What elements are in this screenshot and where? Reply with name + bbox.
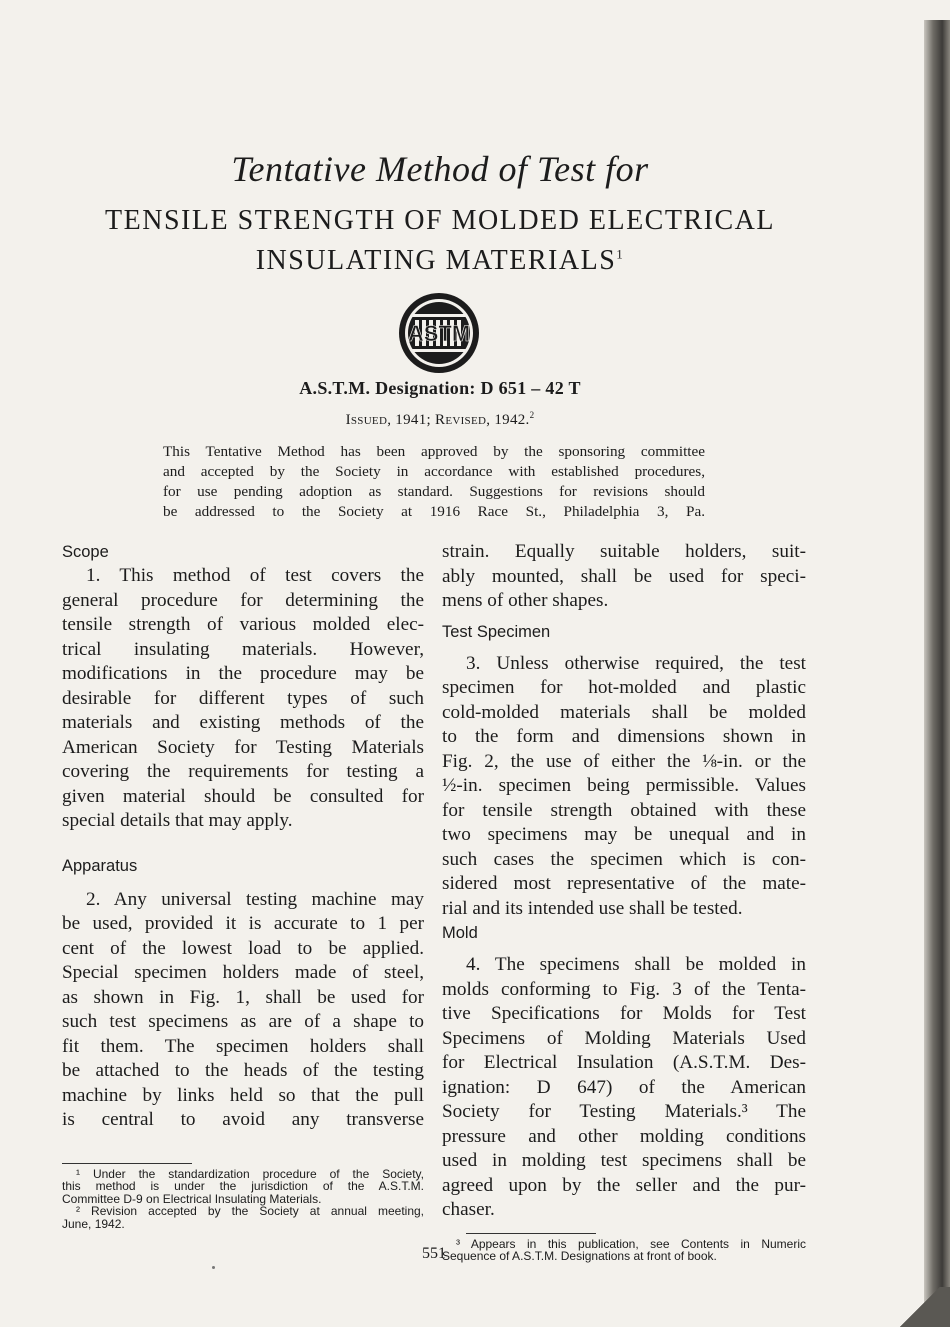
body-line: Fig. 2, the use of either the ⅛-in. or the: [442, 750, 806, 772]
issued-footnote-ref: 2: [529, 410, 535, 420]
revised-year: , 1942.: [486, 412, 530, 428]
body-line: is central to avoid any transverse: [62, 1109, 424, 1130]
apparatus-heading: Apparatus: [62, 856, 138, 875]
body-line: agreed upon by the seller and the pur-: [442, 1174, 806, 1196]
body-line: be used, provided it is accurate to 1 per: [62, 913, 424, 934]
body-line: rial and its intended use shall be tested.: [442, 897, 743, 919]
footnote-line: Committee D-9 on Electrical Insulating Materials.: [62, 1191, 322, 1206]
body-line: ½-in. specimen being permissible. Values: [442, 775, 806, 796]
document-title-line2-text: INSULATING MATERIALS: [255, 245, 617, 276]
footnote-rule: [62, 1163, 192, 1164]
body-line: for Electrical Insulation (A.S.T.M. Des-: [442, 1052, 806, 1073]
body-line: fit them. The specimen holders shall: [62, 1035, 424, 1057]
footnote-line: June, 1942.: [62, 1216, 125, 1231]
footnote-line: ² Revision accepted by the Society at annual meeting,: [76, 1204, 424, 1218]
body-line: Society for Testing Materials.³ The: [442, 1101, 806, 1122]
mold-heading: Mold: [442, 924, 478, 942]
book-spine-shadow: [924, 20, 950, 1310]
svg-text:ASTM: ASTM: [407, 321, 471, 346]
document-title-line2: [40, 245, 840, 277]
body-line: general procedure for determining the: [62, 589, 424, 611]
body-line: mens of other shapes.: [442, 590, 609, 611]
notice-line: and accepted by the Society in accordance with established procedures,: [163, 463, 705, 480]
footnote-line: Sequence of A.S.T.M. Designations at front of book.: [442, 1249, 717, 1263]
body-line: machine by links held so that the pull: [62, 1084, 424, 1106]
test-specimen-heading: Test Specimen: [442, 622, 551, 641]
body-line: American Society for Testing Materials: [62, 736, 424, 758]
body-line: to the form and dimensions shown in: [442, 726, 806, 747]
left-column: [62, 540, 424, 1230]
title-footnote-ref: 1: [616, 246, 625, 262]
issued-revised-line: [0, 410, 880, 429]
body-line: given material should be consulted for: [62, 785, 424, 807]
body-line: 2. Any universal testing machine may: [86, 888, 424, 910]
astm-seal-icon: [398, 292, 480, 374]
body-line: for tensile strength obtained with these: [442, 799, 806, 821]
body-line: strain. Equally suitable holders, suit-: [442, 541, 806, 562]
body-line: special details that may apply.: [62, 810, 293, 831]
body-line: ignation: D 647) of the American: [442, 1076, 806, 1098]
astm-designation: A.S.T.M. Designation: D 651 – 42 T: [299, 378, 581, 398]
issued-year: , 1941;: [387, 412, 436, 428]
footnote-rule: [466, 1233, 596, 1234]
body-line: covering the requirements for testing a: [62, 761, 424, 782]
footnote-line: ¹ Under the standardization procedure of the Society,: [76, 1166, 424, 1181]
left-footnotes: [62, 1168, 424, 1231]
astm-seal-text: [408, 321, 470, 346]
page-corner: [890, 1287, 950, 1327]
body-line: trical insulating materials. However,: [62, 638, 424, 660]
body-line: such cases the specimen which is con-: [442, 848, 806, 870]
issued-label: Issued: [345, 412, 388, 428]
body-line: molds conforming to Fig. 3 of the Tenta-: [442, 978, 806, 1000]
notice-line: be addressed to the Society at 1916 Race St., Philadelphia 3, Pa.: [163, 503, 705, 520]
body-line: ably mounted, shall be used for speci-: [442, 565, 806, 587]
body-line: tensile strength of various molded elec-: [62, 614, 424, 635]
speck: [212, 1266, 215, 1269]
body-line: Specimens of Molding Materials Used: [442, 1027, 806, 1049]
body-line: 3. Unless otherwise required, the test: [466, 652, 806, 674]
body-line: tive Specifications for Molds for Test: [442, 1003, 806, 1024]
body-line: materials and existing methods of the: [62, 712, 424, 733]
scope-heading: Scope: [62, 543, 109, 561]
body-line: two specimens may be unequal and in: [442, 824, 806, 845]
document-title-line1: TENSILE STRENGTH OF MOLDED ELECTRICAL: [105, 205, 775, 236]
right-column: [442, 540, 806, 1263]
body-line: 4. The specimens shall be molded in: [466, 954, 806, 975]
body-line: sidered most representative of the mate-: [442, 873, 806, 894]
right-footnotes: [442, 1238, 806, 1263]
body-line: cold-molded materials shall be molded: [442, 701, 806, 723]
body-line: such test specimens as are of a shape to: [62, 1011, 424, 1032]
body-line: specimen for hot-molded and plastic: [442, 677, 806, 698]
body-line: modifications in the procedure may be: [62, 663, 424, 684]
body-line: 1. This method of test covers the: [86, 565, 424, 586]
body-line: used in molding test specimens shall be: [442, 1150, 806, 1171]
notice-line: for use pending adoption as standard. Suggestions for revisions should: [163, 483, 705, 500]
tentative-notice: [163, 442, 705, 522]
body-line: Special specimen holders made of steel,: [62, 962, 424, 983]
page-number: 551: [422, 1245, 446, 1262]
revised-label: Revised: [435, 412, 487, 428]
body-line: cent of the lowest load to be applied.: [62, 937, 424, 959]
notice-line: This Tentative Method has been approved by the sponsoring committee: [163, 443, 705, 460]
footnote-line: ³ Appears in this publication, see Contents in Numeric: [456, 1236, 806, 1251]
body-line: pressure and other molding conditions: [442, 1125, 806, 1147]
body-line: chaser.: [442, 1199, 495, 1220]
body-line: as shown in Fig. 1, shall be used for: [62, 986, 424, 1008]
body-line: be attached to the heads of the testing: [62, 1060, 424, 1081]
footnote-line: this method is under the jurisdiction of the A.S.T.M.: [62, 1179, 424, 1193]
body-line: desirable for different types of such: [62, 687, 424, 709]
document-subtitle: Tentative Method of Test for: [231, 149, 649, 189]
